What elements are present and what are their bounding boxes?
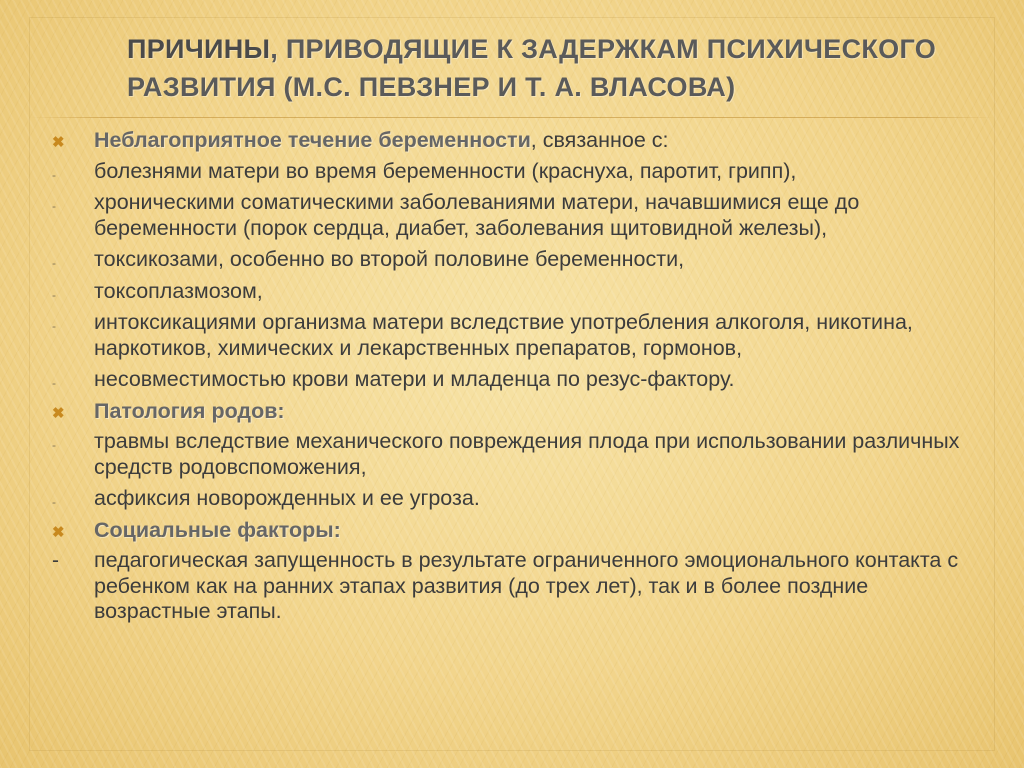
dash-bullet-icon: - (52, 199, 56, 213)
list-item (52, 247, 982, 273)
dash-bullet-icon: - (52, 438, 56, 452)
slide-content (52, 128, 982, 631)
list-item-text: болезнями матери во время беременности (краснуха, паротит, грипп), (94, 158, 797, 183)
dash-bullet-icon: - (52, 549, 59, 572)
dash-bullet-icon: - (52, 167, 56, 182)
section-heading-text: Социальные факторы: (94, 517, 341, 542)
list-item (52, 429, 982, 480)
title-line2-a: РАЗВИТИЯ ( (127, 72, 293, 102)
cross-bullet-icon: ✖ (52, 523, 65, 541)
title-line2-b: М.С. ПЕВЗНЕР И Т. А. ВЛАСОВА) (292, 72, 736, 102)
list-item-text: травмы вследствие механического повреждения плода при использовании различных средств родовспоможения, (94, 429, 960, 479)
list-item (52, 548, 982, 625)
cross-bullet-icon: ✖ (52, 134, 65, 151)
section-heading-birth (52, 399, 982, 425)
list-item (52, 279, 982, 305)
list-item (52, 367, 982, 393)
dash-bullet-icon: - (52, 256, 56, 270)
section-heading-social (52, 518, 982, 544)
dash-bullet-icon: - (52, 495, 56, 509)
section-heading-text: Неблагоприятное течение беременности (94, 128, 531, 152)
title-rest-line1: , ПРИВОДЯЩИЕ К ЗАДЕРЖКАМ ПСИХИЧЕСКОГО (270, 34, 937, 64)
list-item (52, 159, 982, 185)
cross-bullet-icon: ✖ (52, 404, 65, 422)
title-divider (30, 117, 994, 118)
list-item (52, 486, 982, 512)
dash-bullet-icon: - (52, 376, 56, 390)
list-item-text: асфиксия новорожденных и ее угроза. (94, 486, 480, 510)
list-item-text: интоксикациями организма матери вследствие употребления алкоголя, никотина, наркотиков, химических и лекарственных препаратов, гормонов, (94, 310, 913, 360)
slide-title (127, 30, 947, 106)
dash-bullet-icon: - (52, 319, 56, 333)
section-heading-pregnancy (52, 128, 982, 154)
list-item-text: несовместимостью крови матери и младенца по резус-фактору. (94, 367, 735, 391)
list-item (52, 310, 982, 361)
dash-bullet-icon: - (52, 287, 56, 302)
section-heading-text: Патология родов: (94, 398, 285, 423)
list-item (52, 190, 982, 241)
title-lead: ПРИЧИНЫ (127, 34, 271, 64)
list-item-text: хроническими соматическими заболеваниями матери, начавшимися еще до беременности (порок сердца, диабет, заболевания щитовидной железы), (94, 190, 860, 240)
list-item-text: токсоплазмозом, (94, 278, 263, 303)
list-item-text: педагогическая запущенность в результате ограниченного эмоционального контакта с ребенком как на ранних этапах развития (до трех лет), так и в более поздние возрастные этапы. (94, 548, 959, 623)
section-heading-suffix: , связанное с: (530, 128, 669, 152)
list-item-text: токсикозами, особенно во второй половине беременности, (94, 247, 685, 271)
